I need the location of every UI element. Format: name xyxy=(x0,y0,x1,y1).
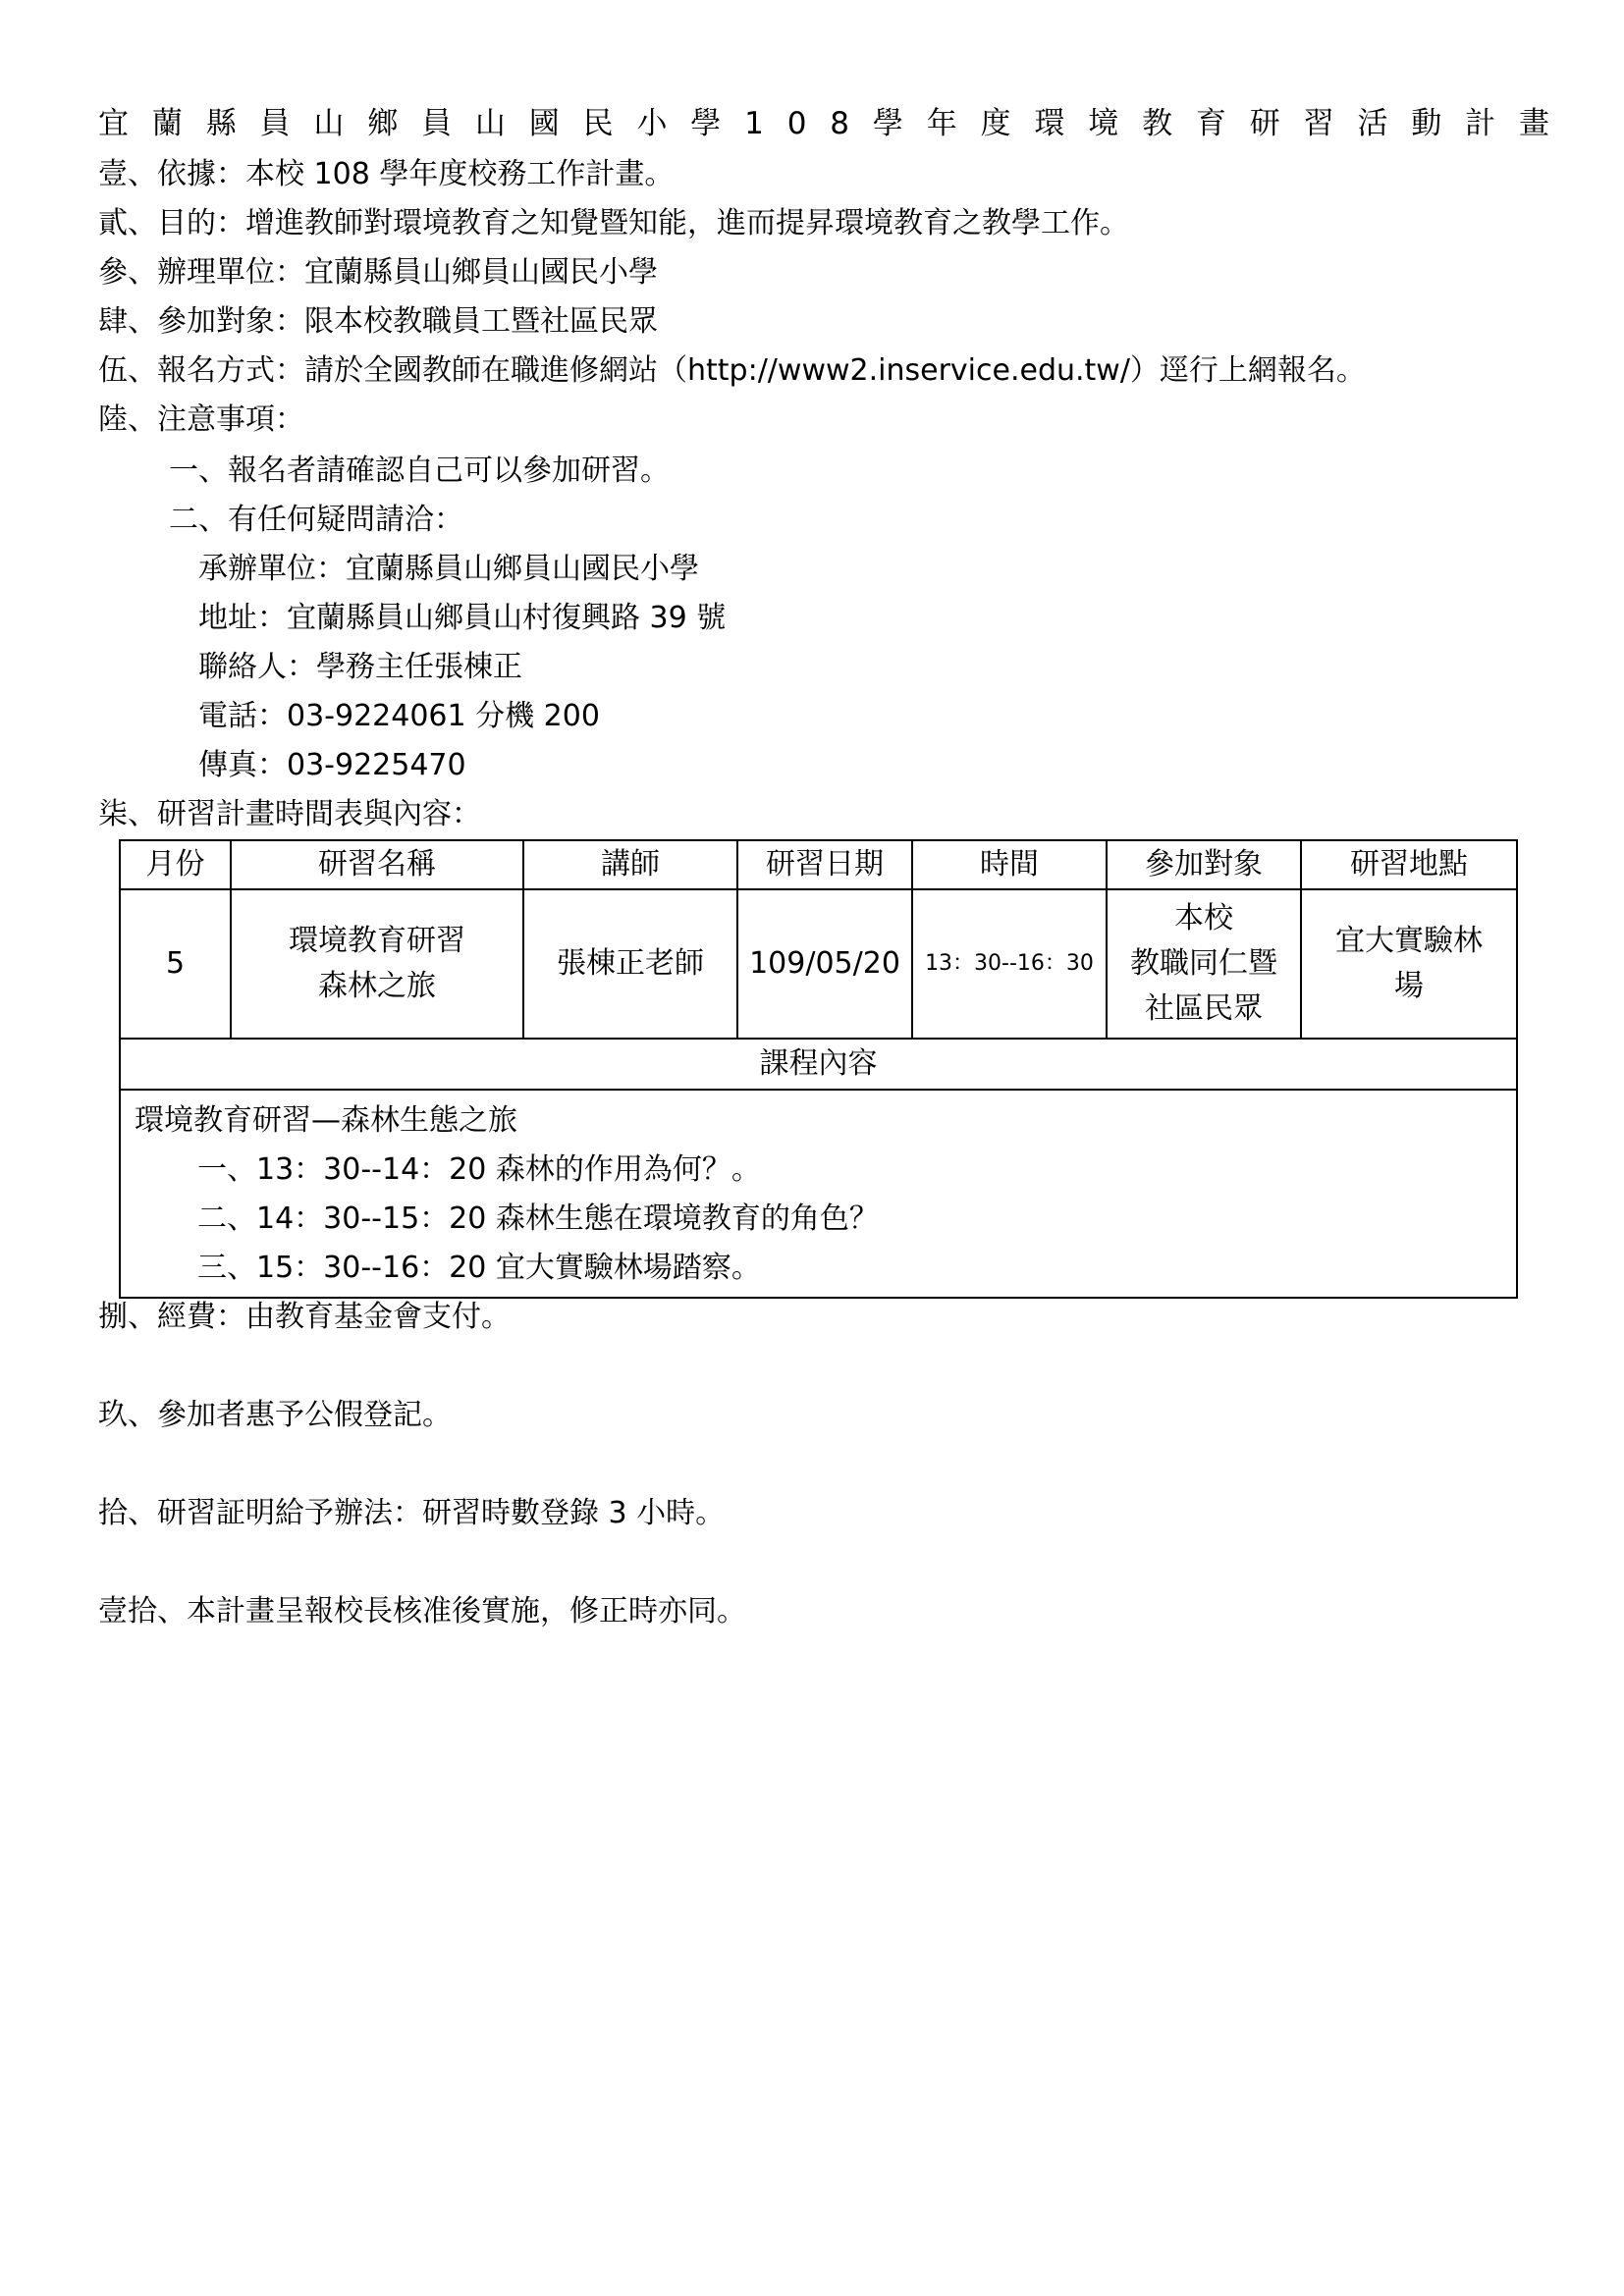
title-char: 動 xyxy=(1411,106,1442,141)
title-char: 縣 xyxy=(205,106,237,141)
header-target: 參加對象 xyxy=(1107,840,1301,889)
section-leave: 玖、參加者惠予公假登記。 xyxy=(98,1398,452,1432)
note-item-2: 二、有任何疑問請洽： xyxy=(169,503,463,537)
contact-phone: 電話：03-9224061 分機 200 xyxy=(198,699,600,733)
title-char: 境 xyxy=(1088,106,1119,141)
content-item: 三、15：30--16：20 宜大實驗林場踏察。 xyxy=(197,1251,761,1285)
cell-target-line: 教職同仁暨 xyxy=(1130,946,1277,981)
cell-target-line: 社區民眾 xyxy=(1145,991,1263,1026)
section-registration: 伍、報名方式：請於全國教師在職進修網站（http://www2.inservice.edu.tw/）逕行上網報名。 xyxy=(98,353,1366,388)
title-char: 8 xyxy=(830,106,850,141)
header-place: 研習地點 xyxy=(1301,840,1517,889)
title-char: 習 xyxy=(1303,106,1334,141)
cell-place xyxy=(1301,889,1517,1039)
section-schedule: 柒、研習計畫時間表與內容： xyxy=(98,797,481,831)
title-char: 蘭 xyxy=(151,106,183,141)
table-row xyxy=(120,889,1517,1039)
cell-name xyxy=(231,889,523,1039)
header-date: 研習日期 xyxy=(737,840,912,889)
title-char: 員 xyxy=(259,106,291,141)
cell-name-line: 環境教育研習 xyxy=(289,924,465,958)
title-char: 學 xyxy=(872,106,903,141)
content-heading: 環境教育研習—森林生態之旅 xyxy=(135,1103,517,1138)
section-purpose: 貳、目的：增進教師對環境教育之知覺暨知能，進而提昇環境教育之教學工作。 xyxy=(98,206,1129,240)
content-item: 二、14：30--15：20 森林生態在環境教育的角色？ xyxy=(197,1201,879,1236)
contact-person: 聯絡人：學務主任張棟正 xyxy=(198,650,522,684)
document-title xyxy=(98,102,1549,145)
section-notes: 陸、注意事項： xyxy=(98,402,304,437)
contact-unit: 承辦單位：宜蘭縣員山鄉員山國民小學 xyxy=(198,552,699,586)
title-char: 員 xyxy=(421,106,453,141)
cell-lecturer: 張棟正老師 xyxy=(523,889,737,1039)
title-char: 畫 xyxy=(1518,106,1549,141)
cell-time: 13：30--16：30 xyxy=(912,889,1107,1039)
note-item-1: 一、報名者請確認自己可以參加研習。 xyxy=(169,454,670,488)
title-char: 國 xyxy=(528,106,560,141)
content-row xyxy=(120,1090,1517,1298)
section-budget: 捌、經費：由教育基金會支付。 xyxy=(98,1300,511,1334)
content-header-row xyxy=(120,1039,1517,1090)
section-approval: 壹拾、本計畫呈報校長核准後實施，修正時亦同。 xyxy=(98,1594,746,1629)
title-char: 學 xyxy=(690,106,722,141)
contact-address: 地址：宜蘭縣員山鄉員山村復興路 39 號 xyxy=(198,601,727,635)
content-item: 一、13：30--14：20 森林的作用為何？。 xyxy=(197,1152,761,1187)
title-char: 度 xyxy=(980,106,1011,141)
content-cell xyxy=(120,1090,1517,1298)
content-header: 課程內容 xyxy=(120,1039,1517,1090)
title-char: 小 xyxy=(636,106,668,141)
section-participants: 肆、參加對象：限本校教職員工暨社區民眾 xyxy=(98,304,658,339)
cell-place-line: 場 xyxy=(1394,969,1424,1003)
title-char: 宜 xyxy=(98,106,129,141)
title-char: 教 xyxy=(1142,106,1173,141)
title-char: 0 xyxy=(786,106,807,141)
title-char: 山 xyxy=(474,106,506,141)
header-month: 月份 xyxy=(120,840,231,889)
title-char: 年 xyxy=(926,106,957,141)
title-char: 研 xyxy=(1249,106,1280,141)
title-char: 山 xyxy=(313,106,345,141)
schedule-table xyxy=(119,839,1518,1299)
cell-month: 5 xyxy=(120,889,231,1039)
cell-name-line: 森林之旅 xyxy=(318,969,436,1003)
title-char: 鄉 xyxy=(367,106,399,141)
cell-date: 109/05/20 xyxy=(737,889,912,1039)
header-lecturer: 講師 xyxy=(523,840,737,889)
section-organizer: 參、辦理單位：宜蘭縣員山鄉員山國民小學 xyxy=(98,255,658,290)
header-name: 研習名稱 xyxy=(231,840,523,889)
title-char: 環 xyxy=(1034,106,1065,141)
contact-fax: 傳真：03-9225470 xyxy=(198,748,466,782)
cell-target xyxy=(1107,889,1301,1039)
title-char: 活 xyxy=(1357,106,1388,141)
section-basis: 壹、依據：本校 108 學年度校務工作計畫。 xyxy=(98,157,675,191)
header-time: 時間 xyxy=(912,840,1107,889)
cell-place-line: 宜大實驗林 xyxy=(1335,924,1483,958)
title-char: 計 xyxy=(1465,106,1496,141)
section-certificate: 拾、研習証明給予辦法：研習時數登錄 3 小時。 xyxy=(98,1496,726,1530)
cell-target-line: 本校 xyxy=(1174,901,1233,935)
table-header-row xyxy=(120,840,1517,889)
title-char: 育 xyxy=(1195,106,1226,141)
title-char: 民 xyxy=(582,106,614,141)
title-char: 1 xyxy=(744,106,764,141)
